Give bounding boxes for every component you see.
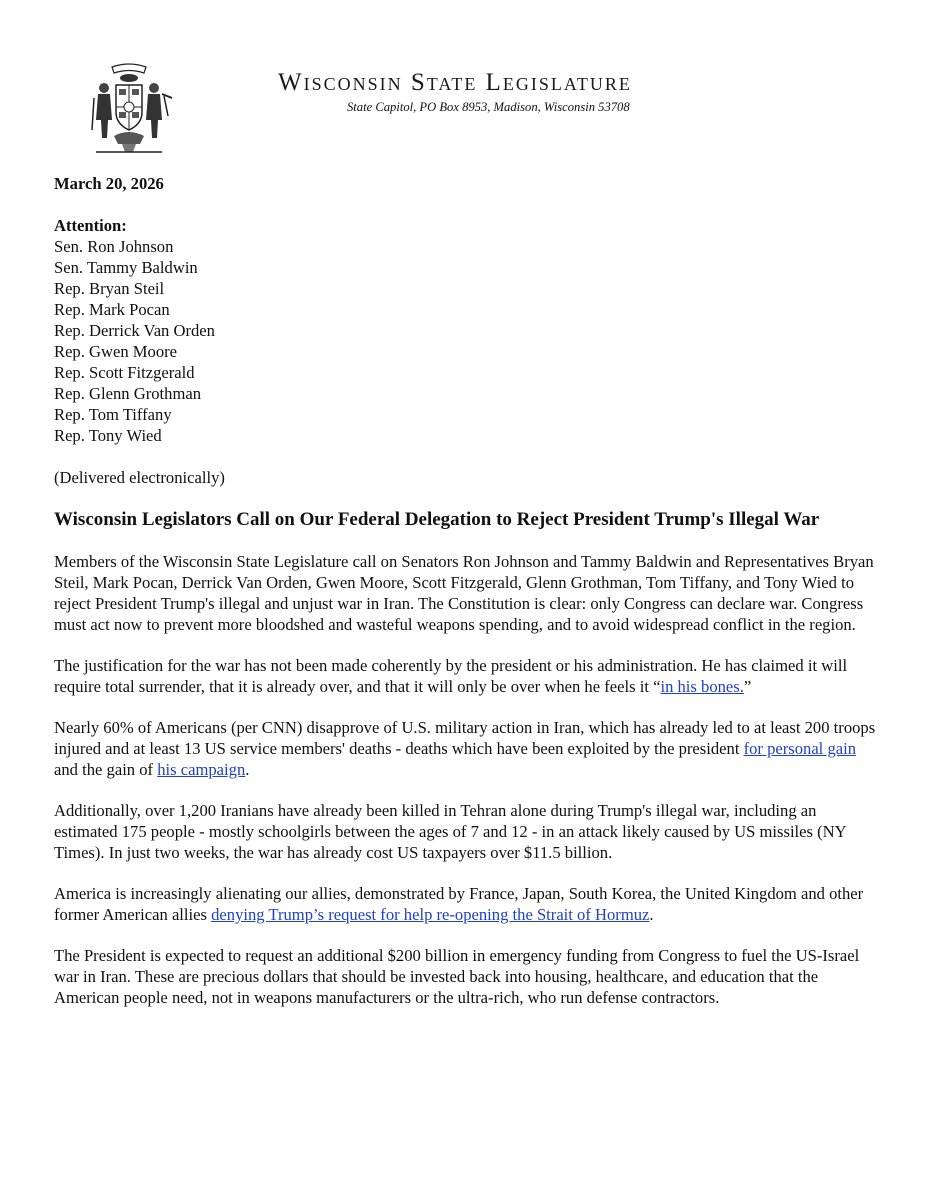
paragraph-1: Members of the Wisconsin State Legislature call on Senators Ron Johnson and Tammy Baldwin and Representatives Bryan Steil, Mark Pocan, Derrick Van Orden, Gwen Moore, Scott Fitzgerald, Glenn Grothman, Tom Tiffany, and Tony Wied to reject President Trump's illegal and unjust war in Iran. The Constitution is clear: only Congress can declare war. Congress must act now to prevent more bloodshed and wasteful weapons spending, and to avoid widespread conflict in the region. bbox=[54, 552, 874, 634]
recipient: Rep. Tom Tiffany bbox=[54, 405, 172, 424]
paragraph-2-end: ” bbox=[743, 677, 752, 696]
strait-of-hormuz-link[interactable]: denying Trump’s request for help re-opening the Strait of Hormuz bbox=[211, 905, 650, 924]
paragraph-5 bbox=[54, 883, 884, 925]
paragraph-3-middle: and the gain of bbox=[54, 760, 158, 779]
recipient: Rep. Derrick Van Orden bbox=[54, 321, 215, 340]
paragraph-2-text: The justification for the war has not been made coherently by the president or his administration. He has claimed it will require total surrender, that it is already over, and that it will only be over when he feels it “ bbox=[54, 656, 848, 696]
recipient: Sen. Tammy Baldwin bbox=[54, 258, 198, 277]
recipient: Rep. Bryan Steil bbox=[54, 279, 165, 298]
in-his-bones-link[interactable]: in his bones. bbox=[660, 677, 744, 696]
paragraph-4: Additionally, over 1,200 Iranians have already been killed in Tehran alone during Trump's illegal war, including an estimated 175 people - mostly schoolgirls between the ages of 7 and 12 - in an attack likely caused by US missiles (NY Times). In just two weeks, the war has already cost US taxpayers over $11.5 billion. bbox=[54, 801, 847, 862]
letterhead-address: State Capitol, PO Box 8953, Madison, Wisconsin 53708 bbox=[347, 100, 630, 114]
letter-date: March 20, 2026 bbox=[54, 174, 164, 193]
paragraph-2 bbox=[54, 655, 884, 697]
state-seal-icon bbox=[84, 58, 174, 158]
paragraph-3-end: . bbox=[245, 760, 250, 779]
his-campaign-link[interactable]: his campaign bbox=[157, 760, 246, 779]
letterhead-title: Wisconsin State Legislature bbox=[278, 69, 632, 96]
recipient: Rep. Scott Fitzgerald bbox=[54, 363, 195, 382]
recipient: Rep. Gwen Moore bbox=[54, 342, 178, 361]
letter-body bbox=[54, 173, 884, 1008]
paragraph-5-text: America is increasingly alienating our allies, demonstrated by France, Japan, South Korea, the United Kingdom and other former American allies bbox=[54, 884, 864, 924]
recipient: Rep. Mark Pocan bbox=[54, 300, 170, 319]
recipient: Rep. Tony Wied bbox=[54, 426, 162, 445]
personal-gain-link[interactable]: for personal gain bbox=[743, 739, 857, 758]
delivery-note: (Delivered electronically) bbox=[54, 468, 225, 487]
paragraph-3-text: Nearly 60% of Americans (per CNN) disapprove of U.S. military action in Iran, which has already led to at least 200 troops injured and at least 13 US service members' deaths - deaths which have been exploited by the president bbox=[54, 718, 876, 758]
paragraph-5-end: . bbox=[649, 905, 654, 924]
attention-block bbox=[54, 215, 884, 446]
paragraph-3 bbox=[54, 717, 884, 780]
recipient: Sen. Ron Johnson bbox=[54, 237, 174, 256]
recipient: Rep. Glenn Grothman bbox=[54, 384, 202, 403]
headline: Wisconsin Legislators Call on Our Federal Delegation to Reject President Trump's Illegal War bbox=[54, 509, 820, 530]
attention-label: Attention: bbox=[54, 216, 127, 235]
paragraph-6: The President is expected to request an additional $200 billion in emergency funding from Congress to fuel the US-Israel war in Iran. These are precious dollars that should be invested back into housing, healthcare, and education that the American people need, not in weapons manufacturers or the ultra-rich, who run defense contractors. bbox=[54, 946, 860, 1007]
letterhead bbox=[278, 68, 718, 115]
